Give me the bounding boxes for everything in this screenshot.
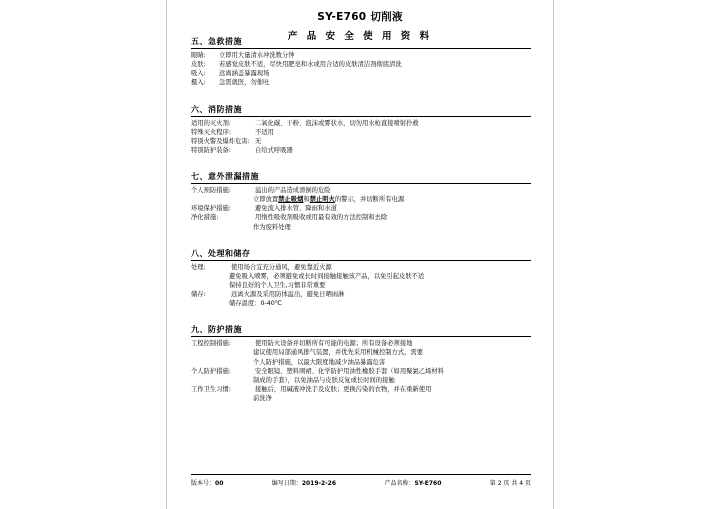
section-row-continuation: 制成的手套），以免油品与皮肤反复或长时间的接触 <box>253 376 395 384</box>
row-label: 工程控制措施: <box>191 340 231 348</box>
footer-date <box>272 478 336 487</box>
row-label: 眼睛: <box>191 52 206 59</box>
footer-product-value: SY-E760 <box>414 480 442 487</box>
document-content <box>191 36 531 408</box>
footer-version-value: 00 <box>215 480 224 487</box>
row-label: 储存: <box>191 291 206 298</box>
row-value: 远离涵盖暴露现场 <box>219 70 270 78</box>
section-row <box>191 137 531 146</box>
footer-product-label: 产品名称： <box>384 480 415 487</box>
section-fire-fighting <box>191 104 531 156</box>
row-value: 溢出的产品造成滑倒的危险 <box>255 187 331 194</box>
row-value: 无 <box>255 137 262 145</box>
footer-product <box>384 478 441 487</box>
section-row <box>191 290 531 299</box>
section-row <box>191 339 531 348</box>
row-value: 使用场合宜充分通风，避免靠近火源 <box>231 263 332 271</box>
row-label: 适用的灭火剂: <box>191 119 231 127</box>
section-first-aid <box>191 36 531 88</box>
footer-page-number: 第 2 页 共 4 页 <box>489 480 531 487</box>
row-value: 远离火源及采用防体溢出，避免日晒雨淋 <box>231 291 345 298</box>
section-row <box>191 51 531 60</box>
row-label: 皮肤: <box>191 61 206 69</box>
row-label: 个人预防措施: <box>191 187 231 194</box>
section-row-continuation: 储存温度：0-40℃ <box>229 300 282 308</box>
row-label: 环境保护措施: <box>191 205 231 213</box>
section-row-continuation: 个人防护措施，以最大限度地减少油品暴露危害 <box>253 358 386 366</box>
footer-date-value: 2019-2-26 <box>301 480 337 487</box>
emphasis-text: 禁止吸烟 <box>278 196 304 204</box>
row-value: 接触后，用碱液冲洗手及皮肤；更换污染的衣物，并在重新使用 <box>255 385 432 393</box>
section-accidental-release <box>191 171 531 232</box>
section-row <box>191 128 531 137</box>
page-footer <box>191 474 531 487</box>
footer-version <box>191 478 223 487</box>
section-protection <box>191 324 531 403</box>
section-row <box>191 385 531 394</box>
row-value: 二氧化碳、干粉、泡沫或雾状水，切勿用水枪直接喷射扑救 <box>255 119 419 127</box>
section-row-continuation: 保持良好的个人卫生,习惯非常重要 <box>229 281 326 289</box>
page-title: SY-E760 切削液 <box>317 11 403 23</box>
section-row-continuation: 避免吸入喷雾，必须避免或长时间接触接触该产品，以免引起皮肤不适 <box>229 272 425 280</box>
row-value: 急需就医，勿催吐 <box>219 79 270 87</box>
section-row <box>191 263 531 272</box>
section-row <box>191 367 531 376</box>
row-label: 工作卫生习惯: <box>191 385 231 393</box>
section-row-continuation: 作为废料处理 <box>253 223 291 231</box>
section-heading: 七、意外泄漏措施 <box>191 171 531 184</box>
row-label: 摄入: <box>191 79 206 87</box>
section-row <box>191 69 531 78</box>
row-value: 不适用 <box>255 128 274 136</box>
row-value: 避免流入排水管、降雨和水道 <box>255 205 337 213</box>
footer-version-label: 版本号： <box>191 480 216 487</box>
row-value: 若感觉皮肤不适，尽快用肥皂和水或用合适的皮肤清洁剂彻底清洗 <box>219 61 402 69</box>
row-label: 个人防护措施: <box>191 367 231 375</box>
row-value: 安全眼镜、塑料围裙、化学防护用油性橡胶手套（如用聚氯乙烯材料 <box>255 367 444 375</box>
row-label: 处理: <box>191 263 206 271</box>
row-value: 立即用大量清水冲洗数分钟 <box>219 52 295 59</box>
section-row-continuation: 建议使用局部通风排气装置，并优先采用机械控制方式，需要 <box>253 349 424 357</box>
section-row <box>191 146 531 155</box>
page-subtitle: 产 品 安 全 使 用 资 料 <box>287 31 433 42</box>
section-row-continuation: 立即放置禁止吸烟和禁止明火的警示，并切断所有电源 <box>253 196 405 204</box>
document-sheet <box>166 0 554 509</box>
section-heading: 五、急救措施 <box>191 36 531 49</box>
section-row <box>191 78 531 87</box>
section-row <box>191 119 531 128</box>
section-heading: 八、处理和储存 <box>191 248 531 261</box>
footer-date-label: 编写日期： <box>271 480 302 487</box>
section-row <box>191 204 531 213</box>
section-row-continuation: 前洗净 <box>253 395 272 402</box>
row-value: 使用防火设备并切断所有可能的电源；所有设备必须接地 <box>255 340 413 348</box>
row-label: 特殊灭火程序: <box>191 128 231 136</box>
section-heading: 九、防护措施 <box>191 324 531 337</box>
section-row <box>191 213 531 222</box>
row-label: 特别火警及爆炸危害: <box>191 137 250 145</box>
section-handling-storage <box>191 248 531 309</box>
row-value: 自给式呼吸器 <box>255 146 293 154</box>
section-heading: 六、消防措施 <box>191 104 531 117</box>
section-row <box>191 60 531 69</box>
row-label: 吸入: <box>191 70 206 78</box>
emphasis-text: 禁止明火 <box>309 196 335 204</box>
section-row <box>191 186 531 195</box>
row-label: 特别防护装备: <box>191 146 231 154</box>
row-value: 用惰性吸收剂吸收或用最有效的方法控制和去除 <box>255 214 388 222</box>
row-label: 净化措施: <box>191 214 219 222</box>
